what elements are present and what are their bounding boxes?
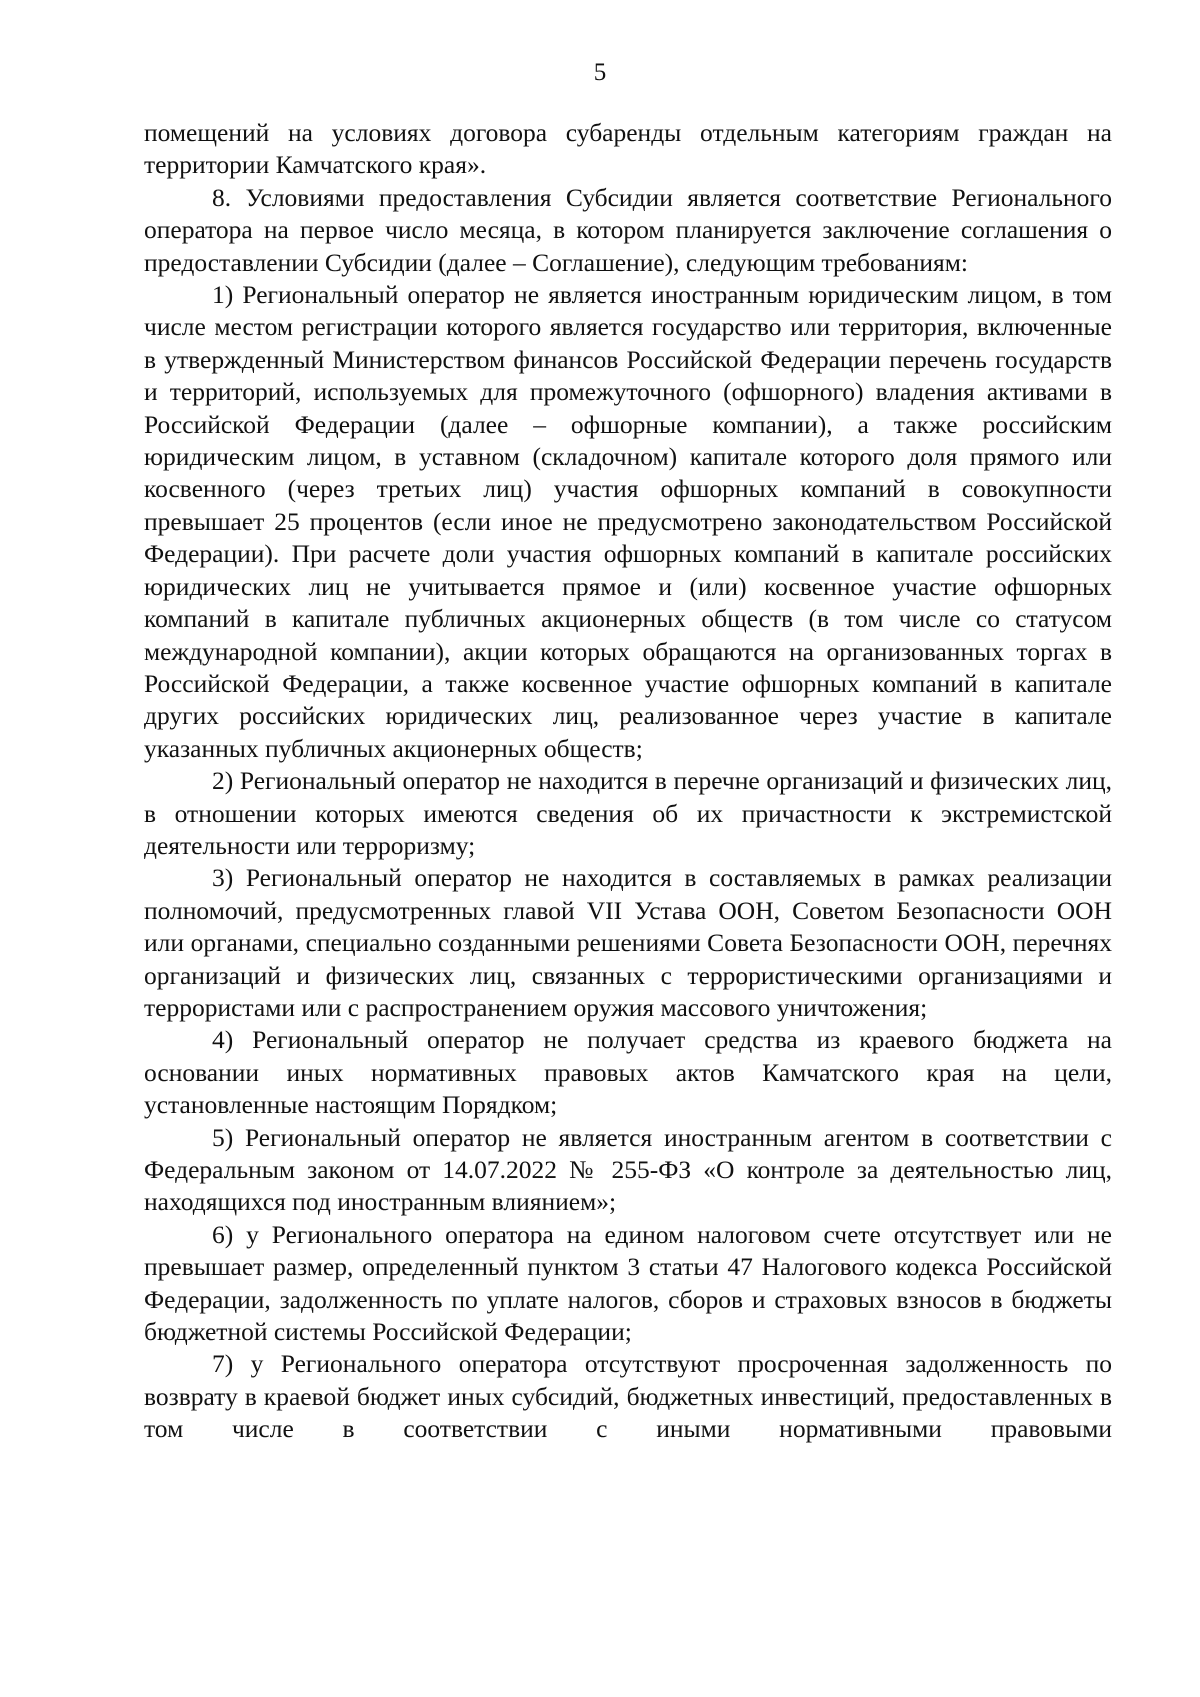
paragraph-requirement-2: 2) Региональный оператор не находится в перечне организаций и физических лиц, в отношении которых имеются сведения об их причастности к экстремистской деятельности или терроризму; bbox=[144, 766, 1112, 860]
paragraph-requirement-1: 1) Региональный оператор не является иностранным юридическим лицом, в том числе местом регистрации которого является государство или территория, включенные в утвержденный Министерством финансов Российской Федерации перечень государств и территорий, используемых для промежуточного (офшорного) владения активами в Российской Федерации (далее – офшорные компании), а также российским юридическим лицом, в уставном (складочном) капитале которого доля прямого или косвенного (через третьих лиц) участия офшорных компаний в совокупности превышает 25 процентов (если иное не предусмотрено законодательством Российской Федерации). При расчете доли участия офшорных компаний в капитале российских юридических лиц не учитывается прямое и (или) косвенное участие офшорных компаний в капитале публичных акционерных обществ (в том числе со статусом международной компании), акции которых обращаются на организованных торгах в Российской Федерации, а также косвенное участие офшорных компаний в капитале других российских юридических лиц, реализованное через участие в капитале указанных публичных акционерных обществ; bbox=[144, 280, 1112, 763]
paragraph-requirement-4: 4) Региональный оператор не получает средства из краевого бюджета на основании иных нормативных правовых актов Камчатского края на цели, установленные настоящим Порядком; bbox=[144, 1025, 1112, 1120]
paragraph-requirement-3: 3) Региональный оператор не находится в составляемых в рамках реализации полномочий, предусмотренных главой VII Устава ООН, Советом Безопасности ООН или органами, специально созданными решениями Совета Безопасности ООН, перечнях организаций и физических лиц, связанных с террористическими организациями и террористами или с распространением оружия массового уничтожения; bbox=[144, 863, 1112, 1022]
paragraph-requirement-6: 6) у Регионального оператора на едином налоговом счете отсутствует или не превышает размер, определенный пунктом 3 статьи 47 Налогового кодекса Российской Федерации, задолженность по уплате налогов, сборов и страховых взносов в бюджеты бюджетной системы Российской Федерации; bbox=[144, 1219, 1112, 1347]
paragraph-continuation: помещений на условиях договора субаренды отдельным категориям граждан на территории Камчатского края». bbox=[144, 118, 1112, 180]
paragraph-item-8: 8. Условиями предоставления Субсидии является соответствие Регионального оператора на первое число месяца, в котором планируется заключение соглашения о предоставлении Субсидии (далее – Соглашение), следующим требованиям: bbox=[144, 182, 1112, 277]
page-number: 5 bbox=[593, 59, 607, 86]
paragraph-requirement-5: 5) Региональный оператор не является иностранным агентом в соответствии с Федеральным законом от 14.07.2022 № 255-ФЗ «О контроле за деятельностью лиц, находящихся под иностранным влиянием»; bbox=[144, 1122, 1112, 1217]
paragraph-requirement-7: 7) у Регионального оператора отсутствуют просроченная задолженность по возврату в краевой бюджет иных субсидий, бюджетных инвестиций, предоставленных в том числе в соответствии с иными нормативными правовыми bbox=[144, 1349, 1112, 1444]
document-body bbox=[144, 117, 1112, 1446]
